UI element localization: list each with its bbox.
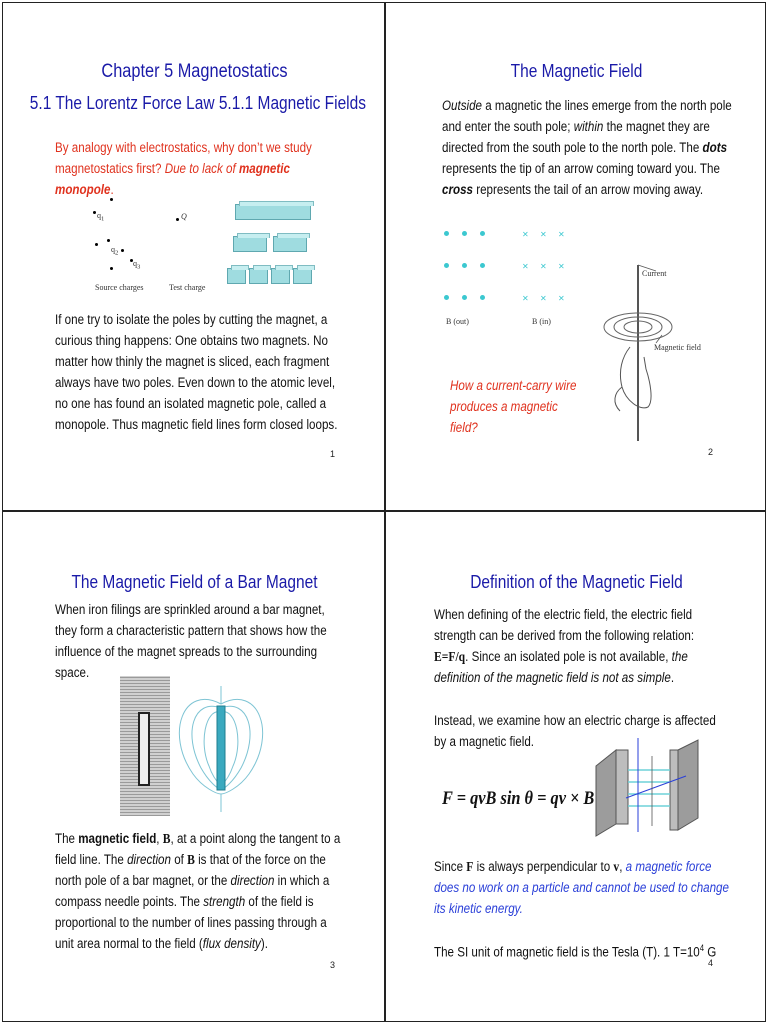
current-label: Current xyxy=(642,269,667,278)
source-charges-figure: $q_1$ $q_2$ $q_3$ Source charges Q xyxy=(83,193,203,293)
slide-3 xyxy=(2,511,385,1022)
iron-filings-photo xyxy=(120,676,170,816)
slide-2-title: The Magnetic Field xyxy=(510,61,643,81)
bar-magnets-figure xyxy=(225,198,325,288)
slide-4-para-1: When defining of the electric field, the electric field strength can be derived from the following relation: E=F/q. Since an isolated pole is not available, the definition of the magnetic field is not as simple. xyxy=(434,607,695,685)
page-number: 3 xyxy=(330,960,336,970)
slide-4-para-3: Since F is always perpendicular to v, a magnetic force does no work on a particle and cannot be used to change its kinetic energy. xyxy=(434,859,729,916)
b-in-label: B (in) xyxy=(532,317,551,326)
magnet-apparatus-figure xyxy=(586,736,718,838)
bar-magnet-field-diagram xyxy=(173,684,269,814)
slide-3-intro: When iron filings are sprinkled around a bar magnet, they form a characteristic pattern that shows how the influence of the magnet spreads to the surrounding space. xyxy=(55,602,327,680)
test-charge-label: Test charge xyxy=(169,283,206,292)
slide-4-title: Definition of the Magnetic Field xyxy=(470,572,683,592)
slide-2 xyxy=(385,2,766,511)
slide-3-title: The Magnetic Field of a Bar Magnet xyxy=(71,572,318,592)
slide-1-subtitle: 5.1 The Lorentz Force Law 5.1.1 Magnetic Fields xyxy=(29,93,366,113)
page-number: 2 xyxy=(708,447,714,457)
slide-4 xyxy=(385,511,766,1022)
magnetic-field-label: Magnetic field xyxy=(654,343,701,352)
slide-2-question: How a current-carry wire produces a magnetic field? xyxy=(450,378,577,435)
b-out-figure xyxy=(442,229,492,309)
page-number: 4 xyxy=(708,958,714,968)
slide-4-para-4: The SI unit of magnetic field is the Tesla (T). 1 $T=10^4$ G xyxy=(434,943,717,960)
slide-3-body: The magnetic field, B, at a point along the tangent to a field line. The direction of B is that of the force on the north pole of a bar magnet, or the direction in which a compass needle points. The strength of the field is proportional to the number of lines passing through a unit area normal to the field (flux density). xyxy=(55,831,341,951)
slide-2-body: Outside a magnetic the lines emerge from the north pole and enter the south pole; within the magnet they are directed from the south pole to the north pole. The dots represents the tip of an arrow coming toward you. The cross represents the tail of an arrow moving away. xyxy=(442,98,732,197)
slide-1-intro: By analogy with electrostatics, why don’t we study magnetostatics first? Due to lack of magnetic monopole. xyxy=(55,140,312,197)
current-wire-figure xyxy=(600,261,700,445)
slide-1-body: If one try to isolate the poles by cutting the magnet, a curious thing happens: One obtains two magnets. No matter how thinly the magnet is sliced, each fragment always have two poles. Even down to the atomic level, no one has found an isolated magnetic pole, called a monopole. Thus magnetic field lines form closed loops. xyxy=(55,312,338,432)
page-number: 1 xyxy=(330,449,336,459)
slide-1 xyxy=(2,2,385,511)
slide-4-para-2: Instead, we examine how an electric charge is affected by a magnetic field. xyxy=(434,713,716,749)
lorentz-formula: F = qvB sin θ = qv × B xyxy=(442,788,595,809)
b-out-label: B (out) xyxy=(446,317,469,326)
slide-1-title: Chapter 5 Magnetostatics xyxy=(101,61,288,82)
b-in-figure: ✕ ✕ ✕ ✕ ✕ ✕ ✕ ✕ ✕ xyxy=(522,230,565,303)
